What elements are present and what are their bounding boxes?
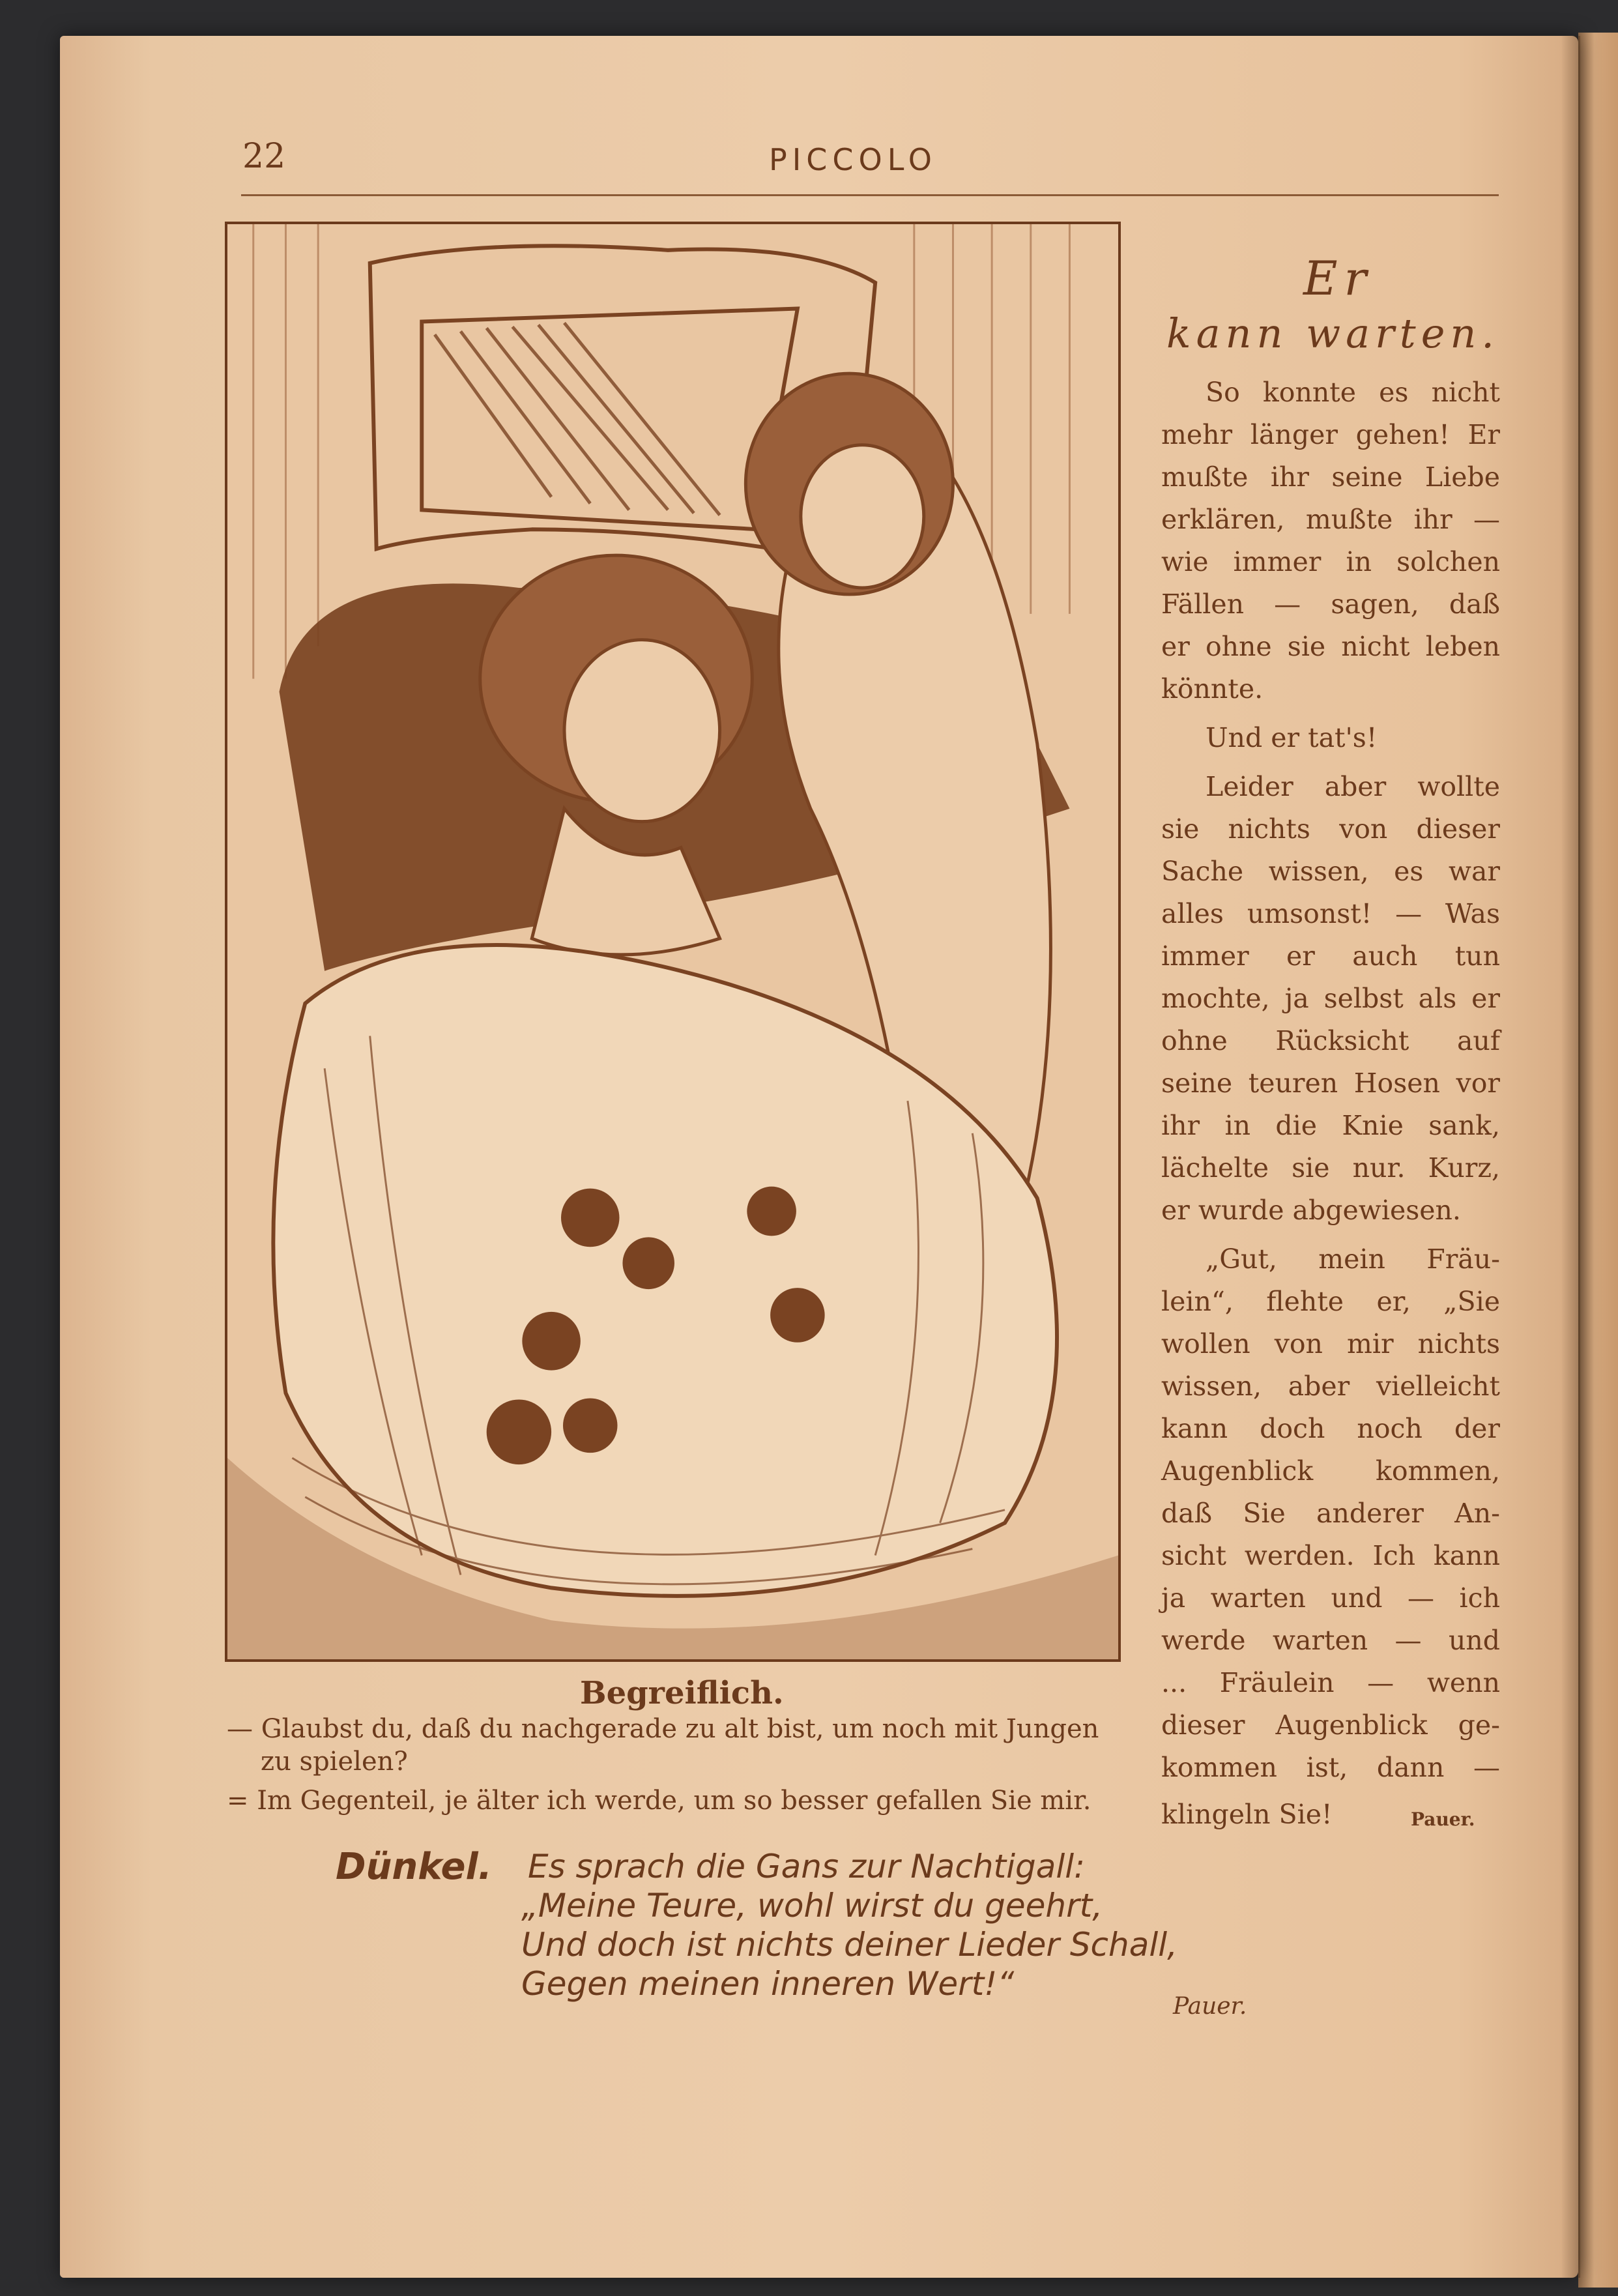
poem-line: Gegen meinen inneren Wert!“ (521, 1965, 1015, 2003)
article-title-line2: kann warten. (1166, 310, 1500, 357)
article-line: So konnte es nicht (1206, 377, 1500, 408)
illustration-drawing (227, 224, 1118, 1659)
article-line: ja warten und — ich (1161, 1582, 1500, 1614)
article-line: klingeln Sie! (1161, 1799, 1333, 1830)
caption-line: — Glaubst du, daß du nachgerade zu alt bist, um noch mit Jungen (227, 1714, 1099, 1744)
article-line: ohne Rücksicht auf (1161, 1025, 1500, 1056)
article-line: wie immer in solchen (1161, 546, 1500, 577)
article-line: erklären, mußte ihr — (1161, 504, 1500, 535)
article-line: mußte ihr seine Liebe (1161, 461, 1500, 493)
article-line: kommen ist, dann — (1161, 1752, 1500, 1783)
page-spine-shadow (1561, 36, 1580, 2278)
article-line: lein“, flehte er, „Sie (1161, 1286, 1500, 1317)
article-line: wissen, aber vielleicht (1161, 1371, 1500, 1402)
article-line: daß Sie anderer An- (1161, 1498, 1500, 1529)
caption-line: = Im Gegenteil, je älter ich werde, um so besser gefallen Sie mir. (227, 1786, 1091, 1816)
caption-title: Begreiflich. (580, 1675, 784, 1711)
illustration-two-women-on-sofa-icon (225, 222, 1121, 1662)
article-line: Und er tat's! (1206, 722, 1378, 753)
header-rule (241, 194, 1499, 196)
article-line: immer er auch tun (1161, 940, 1500, 972)
poem-line: Es sprach die Gans zur Nachtigall: (528, 1848, 1086, 1885)
article-line: Fällen — sagen, daß (1161, 589, 1500, 620)
article-line: ... Fräulein — wenn (1161, 1667, 1500, 1698)
article-line: seine teuren Hosen vor (1161, 1068, 1500, 1099)
poem-title: Dünkel. (336, 1846, 492, 1888)
article-line: ihr in die Knie sank, (1161, 1110, 1500, 1141)
article-line: dieser Augenblick ge- (1161, 1709, 1500, 1741)
caption-line: zu spielen? (261, 1747, 408, 1777)
next-page-edge (1578, 33, 1618, 2288)
article-title-line1: Er (1303, 251, 1373, 306)
article-line: Augenblick kommen, (1161, 1455, 1500, 1487)
article-line: er ohne sie nicht leben (1161, 631, 1500, 662)
poem-line: „Meine Teure, wohl wirst du geehrt, (521, 1887, 1103, 1925)
article-line: kann doch noch der (1161, 1413, 1500, 1444)
article-line: mochte, ja selbst als er (1161, 983, 1500, 1014)
article-line: Sache wissen, es war (1161, 856, 1500, 887)
running-title: PICCOLO (769, 142, 937, 177)
article-line: lächelte sie nur. Kurz, (1161, 1152, 1500, 1184)
poem-line: Und doch ist nichts deiner Lieder Schall, (521, 1926, 1178, 1964)
poem-author: Pauer. (1173, 1993, 1247, 2020)
article-line: sicht werden. Ich kann (1161, 1540, 1500, 1571)
article-line: mehr länger gehen! Er (1161, 419, 1500, 450)
article-line: könnte. (1161, 673, 1264, 705)
page-number: 22 (242, 137, 286, 176)
article-line: „Gut, mein Fräu- (1206, 1243, 1500, 1275)
article-line: werde warten — und (1161, 1625, 1500, 1656)
article-line: sie nichts von dieser (1161, 813, 1500, 845)
article-line: Leider aber wollte (1206, 771, 1500, 802)
article-author: Pauer. (1411, 1809, 1475, 1830)
article-line: er wurde abgewiesen. (1161, 1195, 1461, 1226)
article-line: alles umsonst! — Was (1161, 898, 1500, 929)
article-line: wollen von mir nichts (1161, 1328, 1500, 1359)
